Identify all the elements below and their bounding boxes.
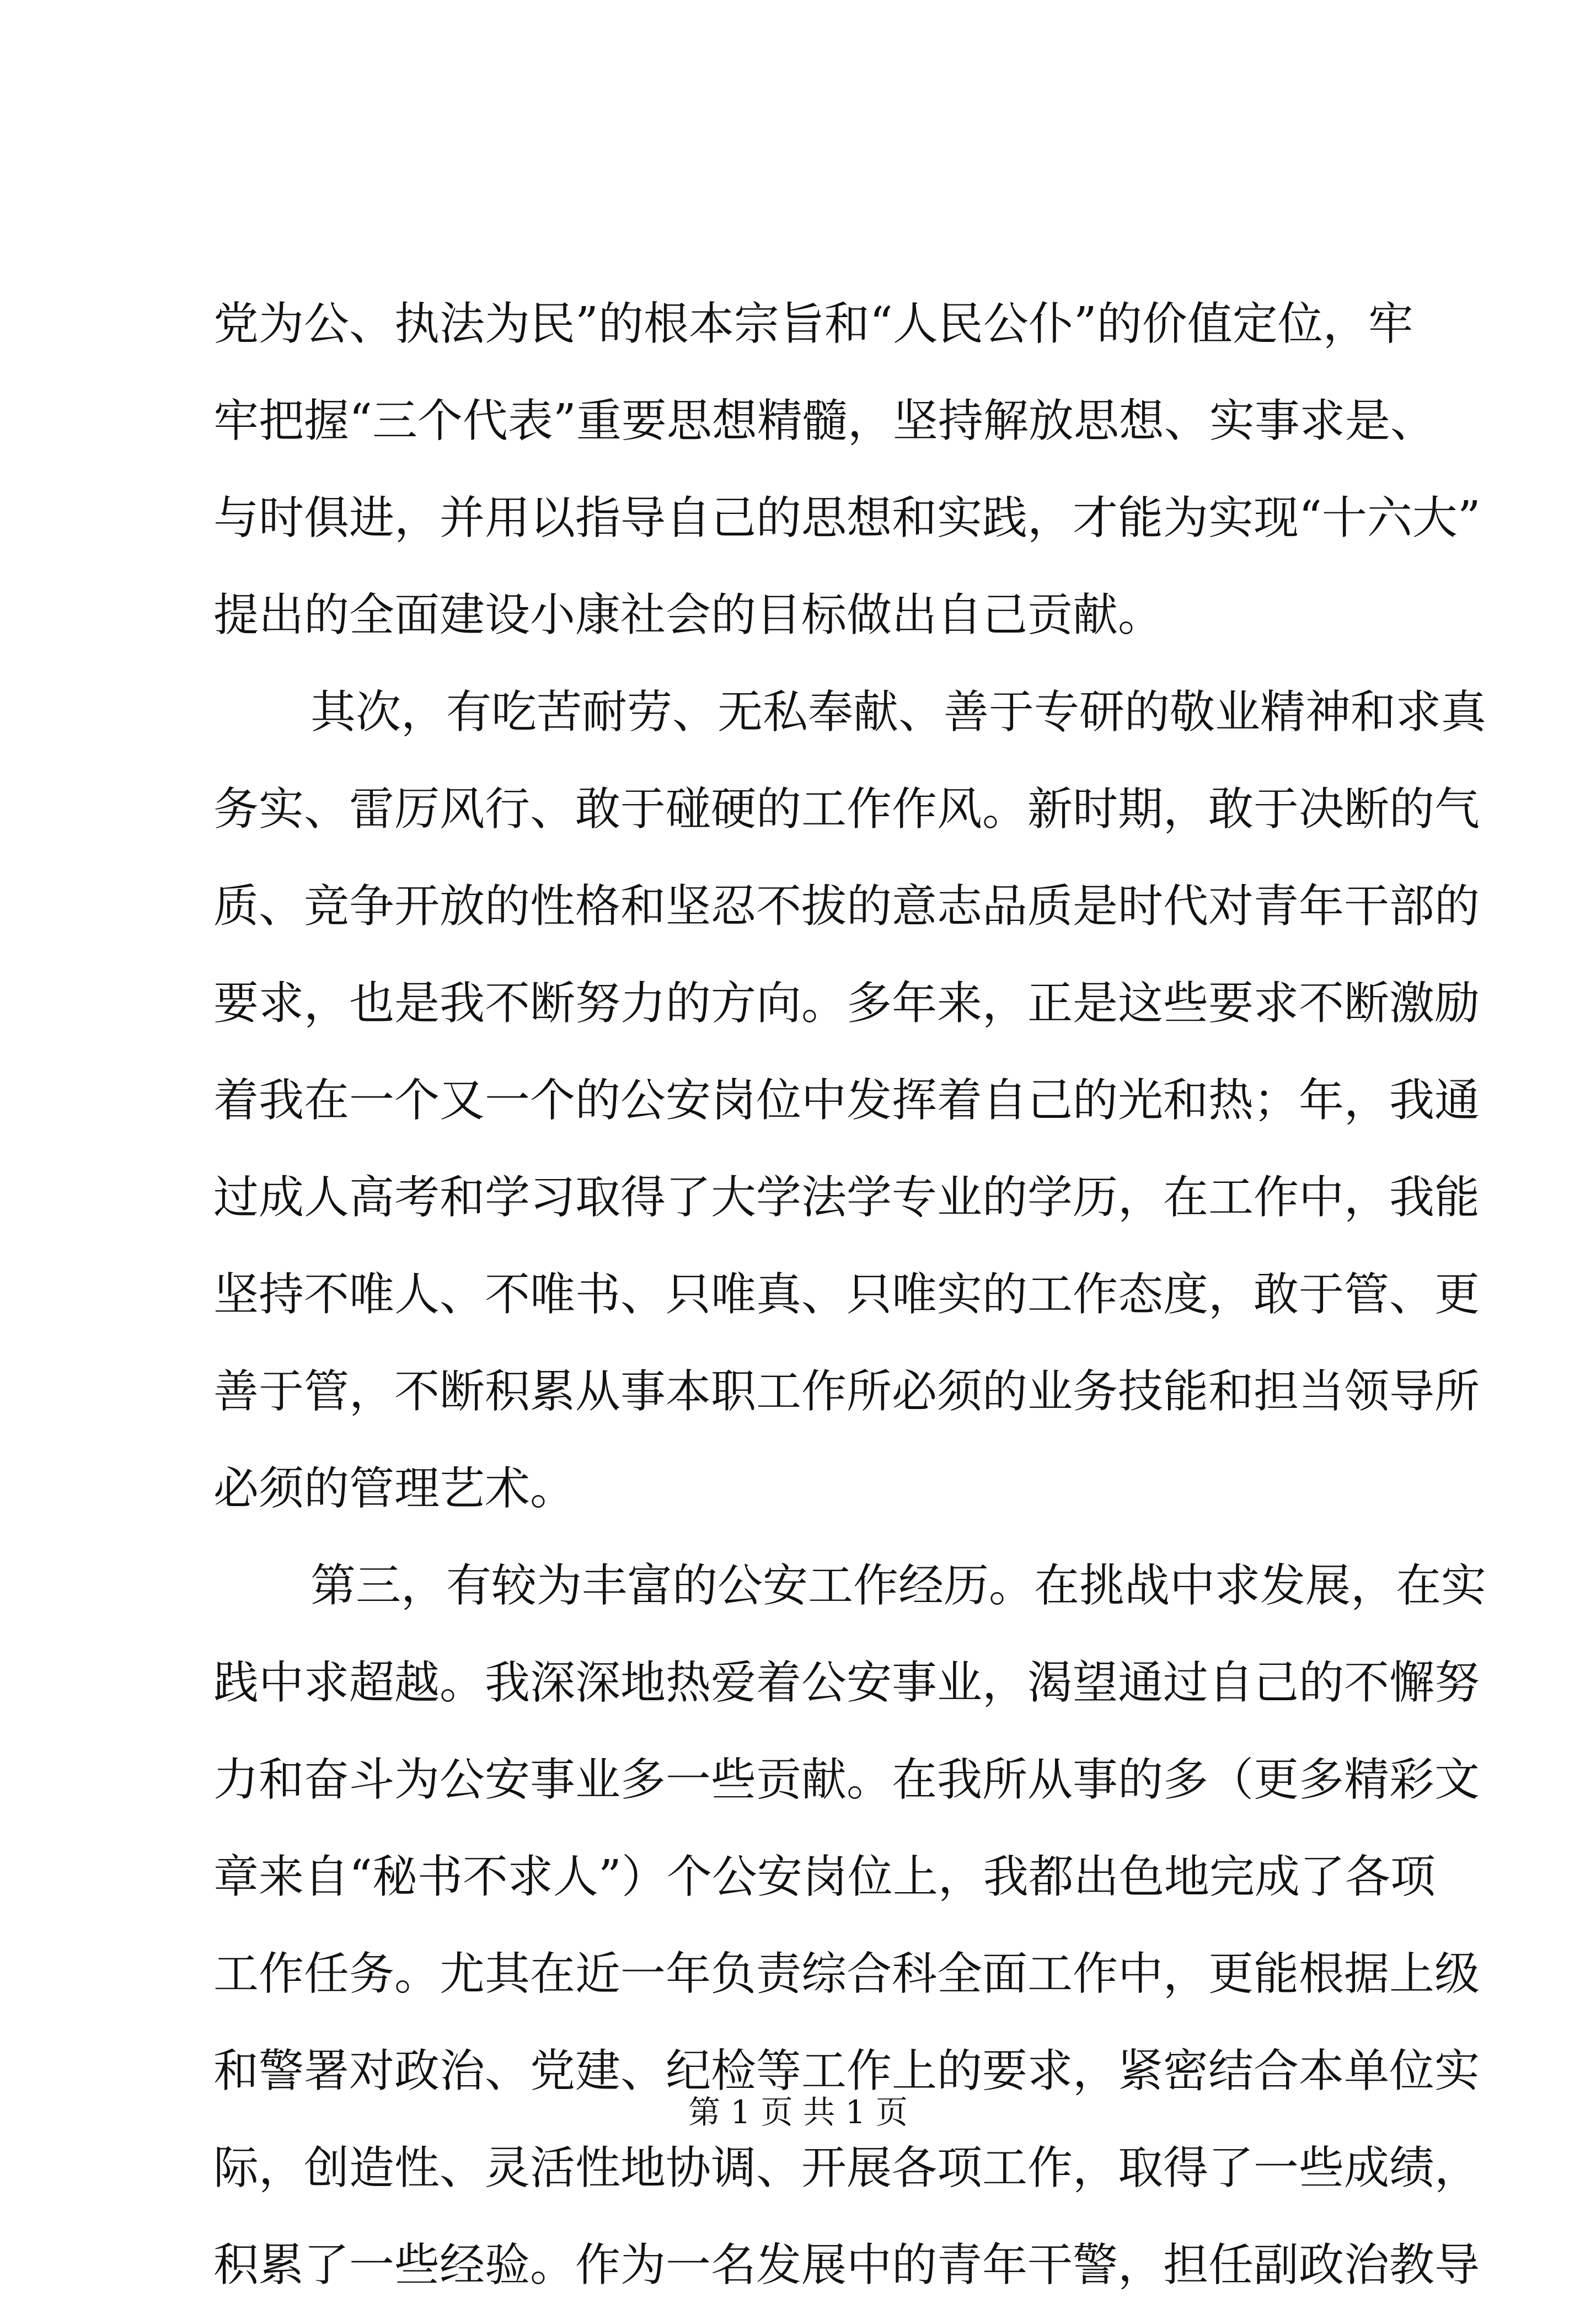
text-line: 和警署对政治、党建、纪检等工作上的要求，紧密结合本单位实 [213,2045,1480,2097]
text-line: 党为公、执法为民”的根本宗旨和“人民公仆”的价值定位，牢 [213,298,1413,350]
text-line: 牢把握“三个代表”重要思想精髓，坚持解放思想、实事求是、 [213,395,1436,447]
text-line: 章来自“秘书不求人”）个公安岗位上，我都出色地完成了各项 [213,1851,1436,1903]
text-line: 际，创造性、灵活性地协调、开展各项工作，取得了一些成绩， [213,2142,1480,2194]
text-line: 着我在一个又一个的公安岗位中发挥着自己的光和热；年，我通 [213,1074,1480,1127]
text-line: 积累了一些经验。作为一名发展中的青年干警，担任副政治教导 [213,2239,1480,2291]
paragraph-end-line: 提出的全面建设小康社会的目标做出自己贡献。 [213,589,1164,641]
text-line: 要求，也是我不断努力的方向。多年来，正是这些要求不断激励 [213,977,1480,1030]
text-line: 质、竞争开放的性格和坚忍不拔的意志品质是时代对青年干部的 [213,880,1480,933]
text-line: 善于管，不断积累从事本职工作所必须的业务技能和担当领导所 [213,1365,1480,1418]
text-line: 务实、雷厉风行、敢于碰硬的工作作风。新时期，敢于决断的气 [213,783,1480,835]
paragraph-start-line: 其次，有吃苦耐劳、无私奉献、善于专研的敬业精神和求真 [310,686,1487,738]
text-line: 坚持不唯人、不唯书、只唯真、只唯实的工作态度，敢于管、更 [213,1268,1480,1321]
text-line: 力和奋斗为公安事业多一些贡献。在我所从事的多（更多精彩文 [213,1754,1480,1806]
page-footer: 第 1 页 共 1 页 [688,2093,908,2131]
paragraph-start-line: 第三，有较为丰富的公安工作经历。在挑战中求发展，在实 [310,1560,1487,1612]
paragraph-end-line: 必须的管理艺术。 [213,1463,576,1515]
text-line: 与时俱进，并用以指导自己的思想和实践，才能为实现“十六大” [213,492,1481,544]
document-body [213,276,1487,2314]
text-line: 过成人高考和学习取得了大学法学专业的学历，在工作中，我能 [213,1171,1480,1224]
text-line: 工作任务。尤其在近一年负责综合科全面工作中，更能根据上级 [213,1948,1480,2000]
text-line: 践中求超越。我深深地热爱着公安事业，渴望通过自己的不懈努 [213,1657,1480,1709]
